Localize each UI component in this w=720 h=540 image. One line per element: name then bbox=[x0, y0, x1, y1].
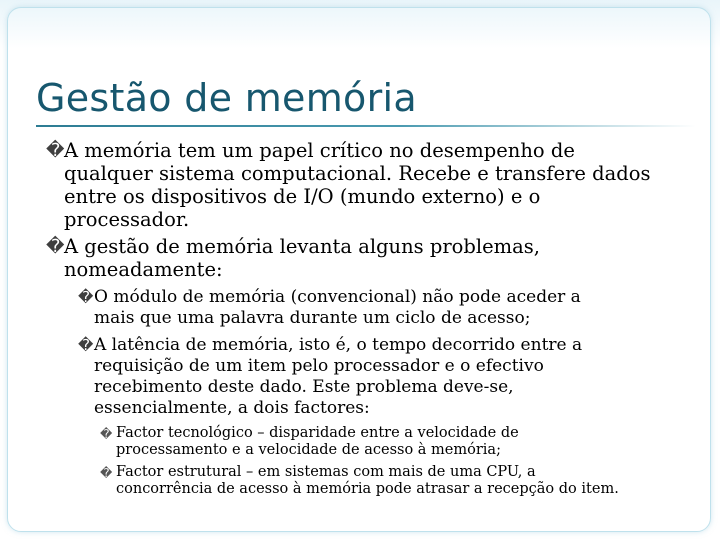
title-underline bbox=[36, 125, 696, 127]
sub-bullet-item bbox=[78, 335, 582, 419]
slide-title: Gestão de memória bbox=[36, 76, 417, 120]
bullet-icon: � bbox=[100, 466, 113, 480]
text-line: A latência de memória, isto é, o tempo decorrido entre a bbox=[94, 335, 583, 355]
bullet-text bbox=[116, 464, 619, 498]
bullet-item bbox=[46, 139, 650, 231]
text-line: qualquer sistema computacional. Recebe e transfere dados bbox=[64, 162, 651, 185]
text-line: Factor tecnológico – disparidade entre a velocidade de bbox=[116, 425, 519, 441]
bullet-icon: � bbox=[46, 140, 65, 161]
bullet-icon: � bbox=[78, 336, 94, 354]
text-line: recebimento deste dado. Este problema deve-se, bbox=[94, 377, 514, 397]
bullet-text bbox=[64, 139, 650, 231]
text-line: processador. bbox=[64, 208, 190, 231]
bullet-text bbox=[94, 287, 581, 329]
bullet-text bbox=[116, 425, 519, 459]
text-line: Factor estrutural – em sistemas com mais de uma CPU, a bbox=[116, 464, 536, 480]
bullet-item bbox=[46, 235, 540, 281]
text-line: nomeadamente: bbox=[64, 258, 223, 281]
text-line: A gestão de memória levanta alguns problemas, bbox=[64, 235, 541, 258]
bullet-icon: � bbox=[46, 236, 65, 257]
text-line: processamento e a velocidade de acesso à memória; bbox=[116, 442, 501, 458]
text-line: O módulo de memória (convencional) não pode aceder a bbox=[94, 287, 581, 307]
text-line: concorrência de acesso à memória pode atrasar a recepção do item. bbox=[116, 481, 619, 497]
sub-sub-bullet-item bbox=[100, 425, 519, 459]
sub-bullet-item bbox=[78, 287, 581, 329]
text-line: entre os dispositivos de I/O (mundo externo) e o bbox=[64, 185, 541, 208]
bullet-text bbox=[94, 335, 582, 419]
text-line: requisição de um item pelo processador e o efectivo bbox=[94, 356, 544, 376]
bullet-icon: � bbox=[78, 288, 94, 306]
sub-sub-bullet-item bbox=[100, 464, 619, 498]
bullet-text bbox=[64, 235, 540, 281]
text-line: essencialmente, a dois factores: bbox=[94, 398, 370, 418]
bullet-icon: � bbox=[100, 427, 113, 441]
text-line: A memória tem um papel crítico no desempenho de bbox=[64, 139, 575, 162]
text-line: mais que uma palavra durante um ciclo de acesso; bbox=[94, 308, 531, 328]
